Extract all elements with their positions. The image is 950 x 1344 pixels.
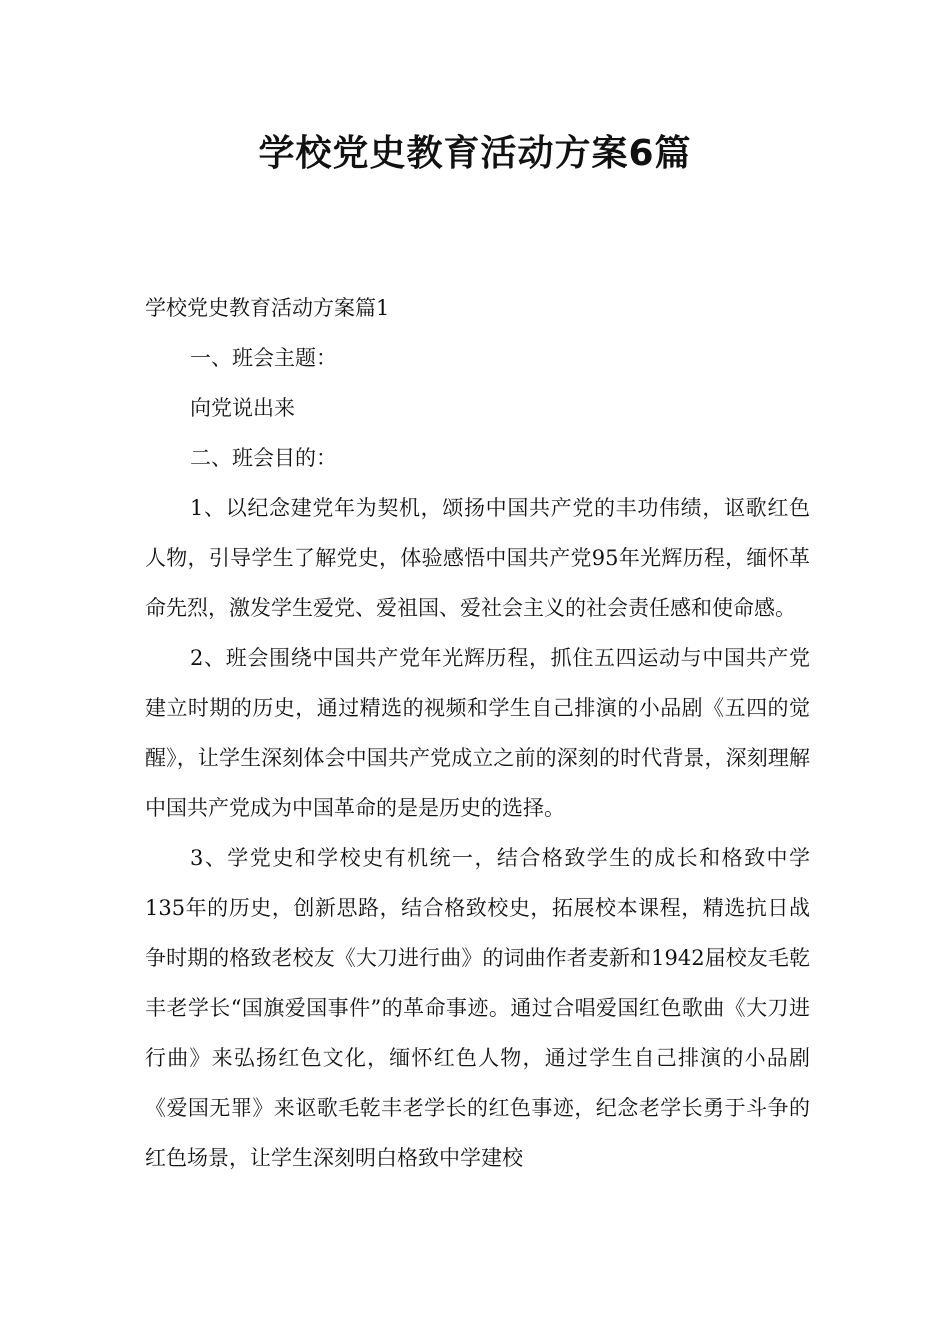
paragraph-purpose-1: 1、以纪念建党年为契机，颂扬中国共产党的丰功伟绩，讴歌红色人物，引导学生了解党史，体验感悟中国共产党95年光辉历程，缅怀革命先烈，激发学生爱党、爱祖国、爱社会主义的社会责任感和使命感。: [145, 496, 810, 620]
document-title: 学校党史教育活动方案6篇: [258, 133, 692, 174]
document-body: [145, 283, 810, 1183]
paragraph-purpose-3: 3、学党史和学校史有机统一，结合格致学生的成长和格致中学135年的历史，创新思路，结合格致校史，拓展校本课程，精选抗日战争时期的格致老校友《大刀进行曲》的词曲作者麦新和1942届校友毛乾丰老学长“国旗爱国事件”的革命事迹。通过合唱爱国红色歌曲《大刀进行曲》来弘扬红色文化，缅怀红色人物，通过学生自己排演的小品剧《爱国无罪》来讴歌毛乾丰老学长的红色事迹，纪念老学长勇于斗争的红色场景，让学生深刻明白格致中学建校: [145, 846, 810, 1170]
paragraph-purpose-heading: 二、班会目的：: [190, 446, 337, 470]
section-heading: 学校党史教育活动方案篇1: [145, 296, 390, 320]
paragraph-theme: 向党说出来: [190, 396, 295, 420]
paragraph-theme-heading: 一、班会主题：: [190, 346, 337, 370]
paragraph-purpose-2: 2、班会围绕中国共产党年光辉历程，抓住五四运动与中国共产党建立时期的历史，通过精选的视频和学生自己排演的小品剧《五四的觉醒》，让学生深刻体会中国共产党成立之前的深刻的时代背景，深刻理解中国共产党成为中国革命的是是历史的选择。: [145, 646, 810, 820]
